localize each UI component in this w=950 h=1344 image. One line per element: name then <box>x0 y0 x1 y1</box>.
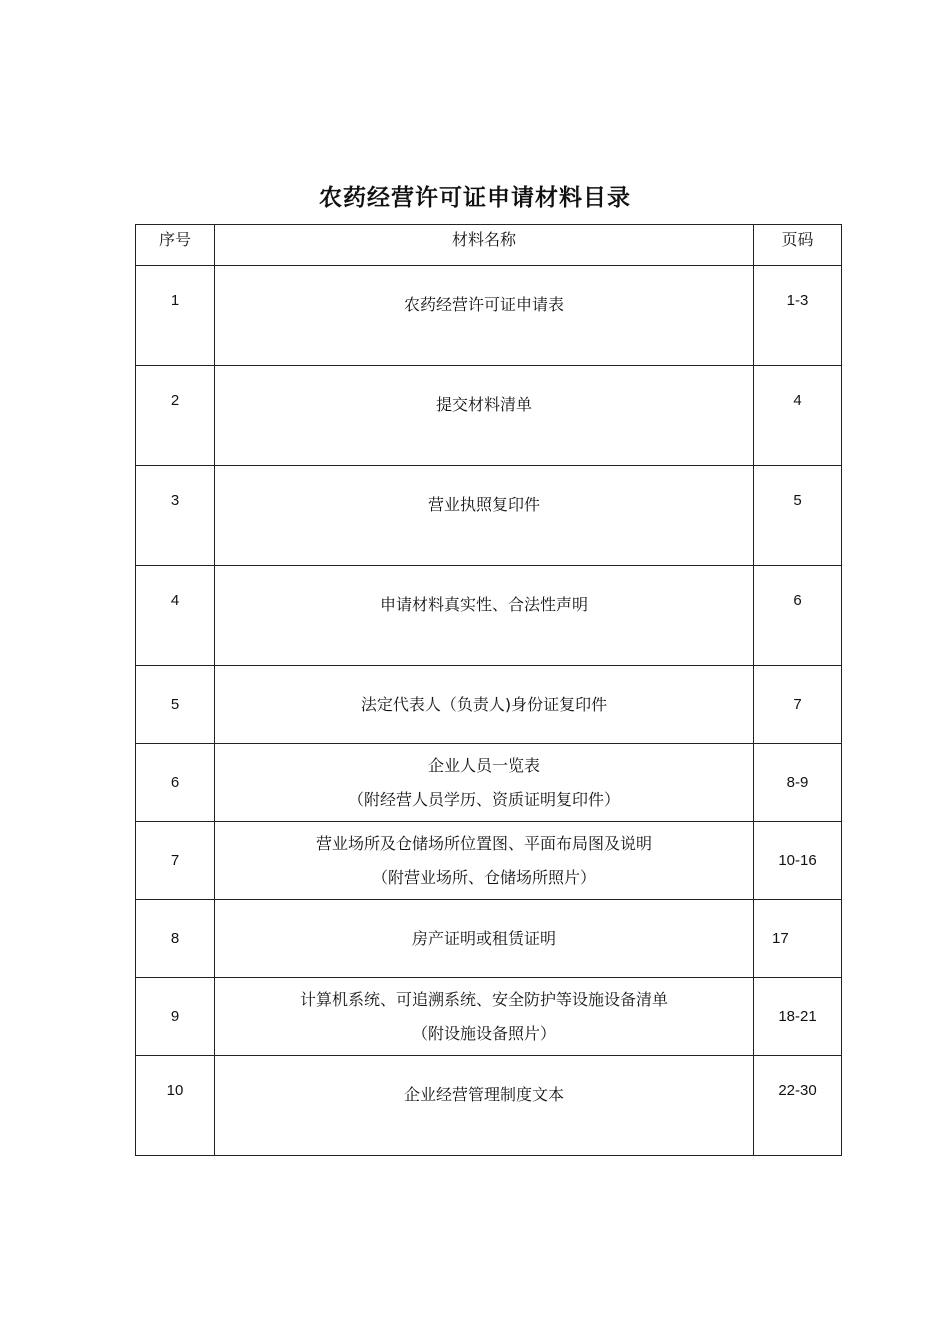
row-page: 22-30 <box>754 1056 842 1156</box>
material-name-line: 房产证明或租赁证明 <box>411 928 556 948</box>
material-name-note: （附经营人员学历、资质证明复印件） <box>347 789 620 809</box>
material-name-note: （附营业场所、仓储场所照片） <box>371 867 596 887</box>
table-row <box>136 744 842 822</box>
row-material-name <box>215 366 754 466</box>
row-number: 7 <box>136 822 215 900</box>
row-page: 7 <box>754 666 842 744</box>
row-page: 10-16 <box>754 822 842 900</box>
row-material-name <box>215 266 754 366</box>
table-row <box>136 900 842 978</box>
table-row <box>136 666 842 744</box>
row-number: 2 <box>136 366 215 466</box>
row-page: 5 <box>754 466 842 566</box>
row-number: 3 <box>136 466 215 566</box>
row-material-name <box>215 1056 754 1156</box>
row-number: 8 <box>136 900 215 978</box>
material-name-line: 营业场所及仓储场所位置图、平面布局图及说明 <box>315 833 652 853</box>
row-number: 6 <box>136 744 215 822</box>
row-number: 10 <box>136 1056 215 1156</box>
table-row <box>136 978 842 1056</box>
page-title: 农药经营许可证申请材料目录 <box>319 185 631 211</box>
row-page: 1-3 <box>754 266 842 366</box>
material-name-line: 计算机系统、可追溯系统、安全防护等设施设备清单 <box>299 989 668 1009</box>
row-material-name <box>215 822 754 900</box>
material-name-line: 法定代表人（负责人)身份证复印件 <box>360 694 608 714</box>
table-row <box>136 366 842 466</box>
row-material-name <box>215 744 754 822</box>
material-name-line: 提交材料清单 <box>435 395 532 414</box>
table-row <box>136 1056 842 1156</box>
row-number: 9 <box>136 978 215 1056</box>
material-name-line: 企业人员一览表 <box>427 755 540 775</box>
material-name-line: 企业经营管理制度文本 <box>403 1085 564 1104</box>
row-material-name <box>215 978 754 1056</box>
materials-table <box>135 224 842 1156</box>
table-row <box>136 466 842 566</box>
row-number: 5 <box>136 666 215 744</box>
row-material-name <box>215 466 754 566</box>
row-material-name <box>215 900 754 978</box>
table-row <box>136 566 842 666</box>
material-name-line: 农药经营许可证申请表 <box>403 295 564 314</box>
row-material-name <box>215 566 754 666</box>
header-material-name: 材料名称 <box>215 225 754 266</box>
row-page: 4 <box>754 366 842 466</box>
row-number: 4 <box>136 566 215 666</box>
material-name-line: 申请材料真实性、合法性声明 <box>379 595 588 614</box>
row-material-name <box>215 666 754 744</box>
table-row <box>136 822 842 900</box>
table-row <box>136 266 842 366</box>
row-page: 18-21 <box>754 978 842 1056</box>
material-name-note: （附设施设备照片） <box>411 1023 556 1043</box>
table-header-row <box>136 225 842 266</box>
row-page: 6 <box>754 566 842 666</box>
header-page: 页码 <box>754 225 842 266</box>
material-name-line: 营业执照复印件 <box>427 495 540 514</box>
row-page: 17 <box>754 900 842 978</box>
header-number: 序号 <box>136 225 215 266</box>
row-page: 8-9 <box>754 744 842 822</box>
row-number: 1 <box>136 266 215 366</box>
